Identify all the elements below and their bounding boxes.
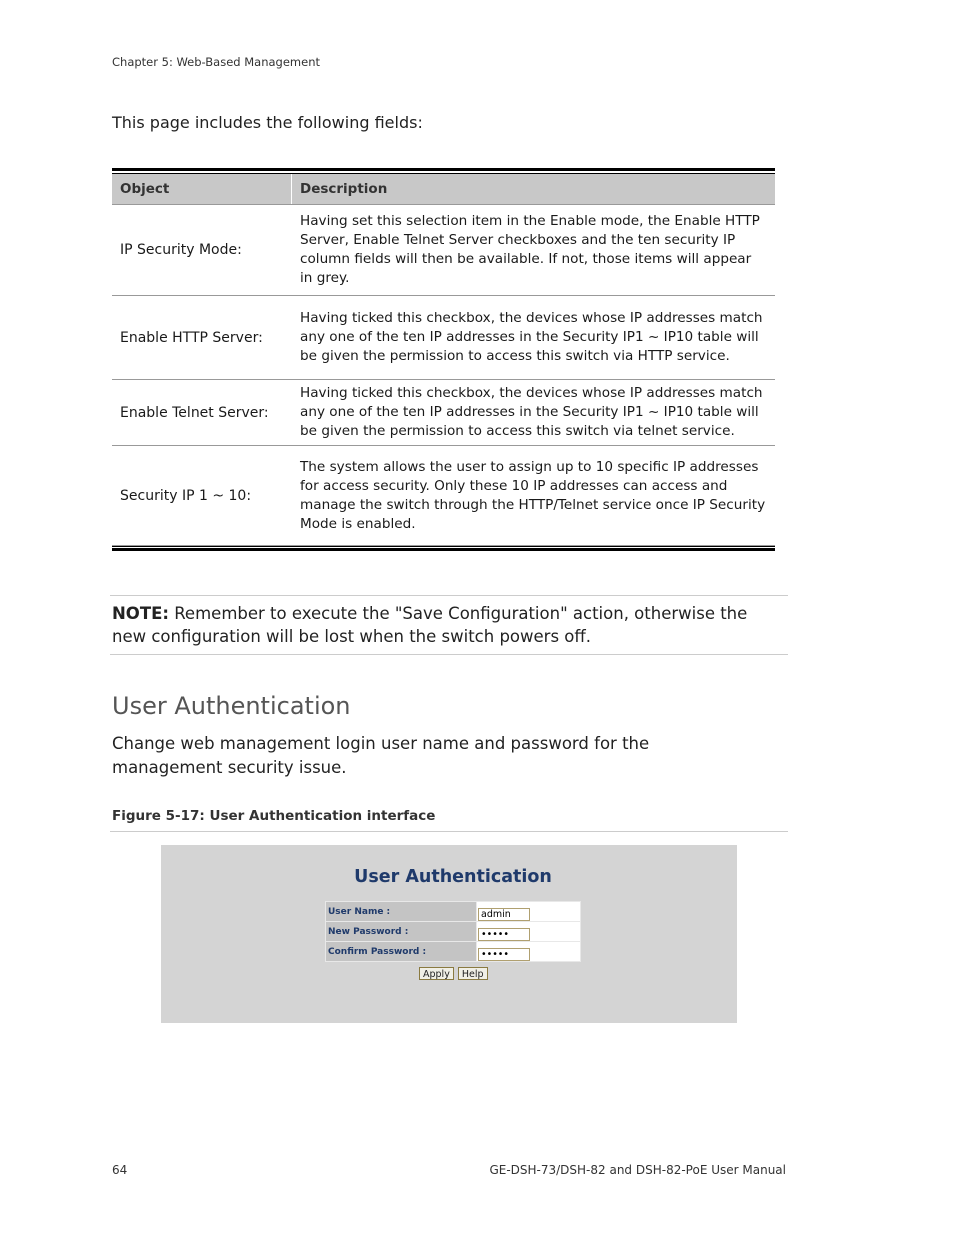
form-row-new-password <box>326 922 581 942</box>
user-name-input[interactable] <box>478 908 530 921</box>
note-body: Remember to execute the "Save Configuration" action, otherwise the new configuration will be lost when the switch powers off. <box>112 604 748 646</box>
table-row <box>112 205 775 296</box>
header-object: Object <box>112 174 292 204</box>
row-object: Security IP 1 ~ 10: <box>120 487 252 504</box>
user-auth-panel <box>161 845 737 1023</box>
row-description: Having ticked this checkbox, the devices whose IP addresses match any one of the ten IP addresses in the Security IP1 ~ IP10 table will be given the permission to access this switch via HTTP service. <box>300 310 763 364</box>
user-name-label: User Name : <box>326 902 477 922</box>
apply-button[interactable]: Apply <box>419 967 454 980</box>
row-description: The system allows the user to assign up to 10 specific IP addresses for access security. Only these 10 IP addresses can access and manage the switch through the HTTP/Telnet service once IP Security Mode is enabled. <box>300 458 766 532</box>
auth-form <box>325 901 581 962</box>
section-description: Change web management login user name and password for the management security issue. <box>112 734 650 777</box>
note-box <box>110 595 788 655</box>
table-row <box>112 380 775 446</box>
table-row <box>112 296 775 380</box>
intro-text: This page includes the following fields: <box>112 113 423 132</box>
table-bottom-rule <box>112 546 775 551</box>
confirm-password-input[interactable] <box>478 948 530 961</box>
help-button[interactable]: Help <box>458 967 488 980</box>
header-description: Description <box>300 181 388 197</box>
figure-caption: Figure 5-17: User Authentication interface <box>112 808 436 824</box>
row-object: Enable Telnet Server: <box>120 404 269 421</box>
note-label: NOTE: <box>112 604 169 623</box>
form-row-user-name <box>326 902 581 922</box>
note-text <box>112 602 782 648</box>
section-title: User Authentication <box>112 692 351 720</box>
new-password-label: New Password : <box>326 922 477 942</box>
table-row <box>112 446 775 546</box>
new-password-input[interactable] <box>478 928 530 941</box>
form-row-confirm-password <box>326 942 581 962</box>
form-buttons <box>419 967 488 980</box>
row-description: Having set this selection item in the Enable mode, the Enable HTTP Server, Enable Telnet Server checkboxes and the ten security IP column fields will then be available. If not, those items will appear in grey. <box>300 213 760 286</box>
row-object: IP Security Mode: <box>120 242 242 258</box>
caption-divider <box>110 831 788 832</box>
page-number: 64 <box>112 1163 128 1177</box>
table-header <box>112 174 775 205</box>
chapter-header: Chapter 5: Web-Based Management <box>112 55 321 69</box>
confirm-password-label: Confirm Password : <box>326 942 477 962</box>
panel-title: User Authentication <box>354 867 552 887</box>
manual-title: GE-DSH-73/DSH-82 and DSH-82-PoE User Manual <box>489 1163 786 1177</box>
fields-table <box>112 168 775 551</box>
row-description: Having ticked this checkbox, the devices whose IP addresses match any one of the ten IP addresses in the Security IP1 ~ IP10 table will be given the permission to access this switch via telnet service. <box>300 385 763 439</box>
row-object: Enable HTTP Server: <box>120 329 263 346</box>
